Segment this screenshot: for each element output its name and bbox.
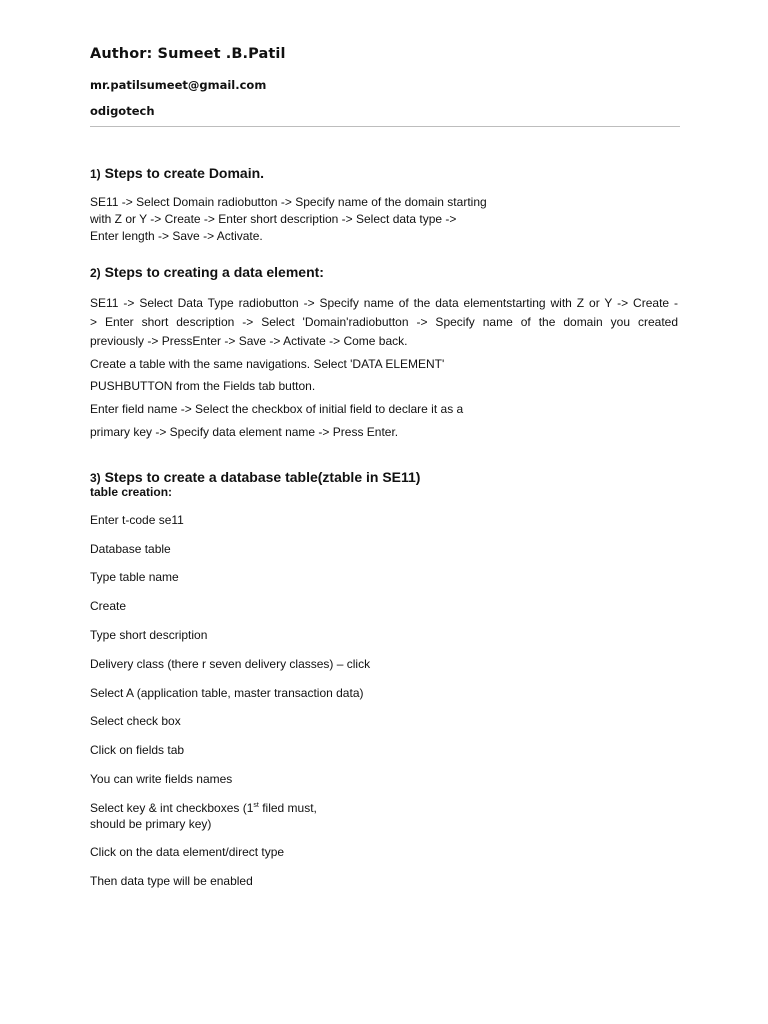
step-item: Click on fields tab	[90, 743, 185, 757]
section-1-title: Steps to create Domain.	[104, 165, 265, 181]
step-item: Then data type will be enabled	[90, 874, 253, 888]
section-2-line: previously -> PressEnter -> Save -> Activate -> Come back.	[90, 334, 408, 348]
section-3-title: Steps to create a database table(ztable in SE11)	[104, 469, 421, 485]
section-1-line: Enter length -> Save -> Activate.	[90, 229, 263, 243]
section-2-line: primary key -> Specify data element name -> Press Enter.	[90, 425, 399, 439]
section-1-number: 1)	[90, 167, 101, 181]
section-3-heading	[90, 469, 680, 485]
step-item: Delivery class (there r seven delivery classes) – click	[90, 657, 371, 671]
step-key-superscript: st	[253, 802, 259, 809]
section-2-line: SE11 -> Select Data Type radiobutton -> Specify name of the data elementstarting with Z or Y -> Create -	[90, 296, 678, 310]
section-3-number: 3)	[90, 471, 101, 485]
step-item: Enter t-code se11	[90, 513, 184, 527]
step-item-key	[90, 801, 317, 815]
section-1-body	[90, 194, 680, 245]
step-item: Create	[90, 599, 127, 613]
section-1-line: with Z or Y -> Create -> Enter short description -> Select data type ->	[90, 212, 457, 226]
step-item: Type short description	[90, 628, 208, 642]
section-1-line: SE11 -> Select Domain radiobutton -> Specify name of the domain starting	[90, 195, 487, 209]
step-key-text-after: filed must,	[258, 801, 317, 815]
section-2-line: Create a table with the same navigations. Select 'DATA ELEMENT'	[90, 357, 445, 371]
step-item: You can write fields names	[90, 772, 233, 786]
step-key-text: Select key & int checkboxes (1	[90, 801, 254, 815]
section-2-number: 2)	[90, 266, 101, 280]
step-item: Type table name	[90, 570, 179, 584]
step-item: Select A (application table, master transaction data)	[90, 686, 364, 700]
section-2-heading	[90, 264, 680, 280]
step-item: Database table	[90, 542, 171, 556]
author-email: mr.patilsumeet@gmail.com	[90, 78, 267, 92]
document-header	[90, 44, 680, 127]
section-2-line: Enter field name -> Select the checkbox of initial field to declare it as a	[90, 402, 464, 416]
section-3-subtitle: table creation:	[90, 485, 173, 499]
step-item: Select check box	[90, 714, 181, 728]
section-2-line: PUSHBUTTON from the Fields tab button.	[90, 379, 316, 393]
step-item-key-continued: should be primary key)	[90, 817, 212, 831]
section-2-line: > Enter short description -> Select 'Domain'radiobutton -> Specify name of the domain you created	[90, 315, 678, 329]
section-2-title: Steps to creating a data element:	[104, 264, 324, 280]
section-1-heading	[90, 165, 680, 181]
company-name: odigotech	[90, 104, 155, 118]
step-item: Click on the data element/direct type	[90, 845, 285, 859]
author-name: Author: Sumeet .B.Patil	[90, 46, 286, 62]
